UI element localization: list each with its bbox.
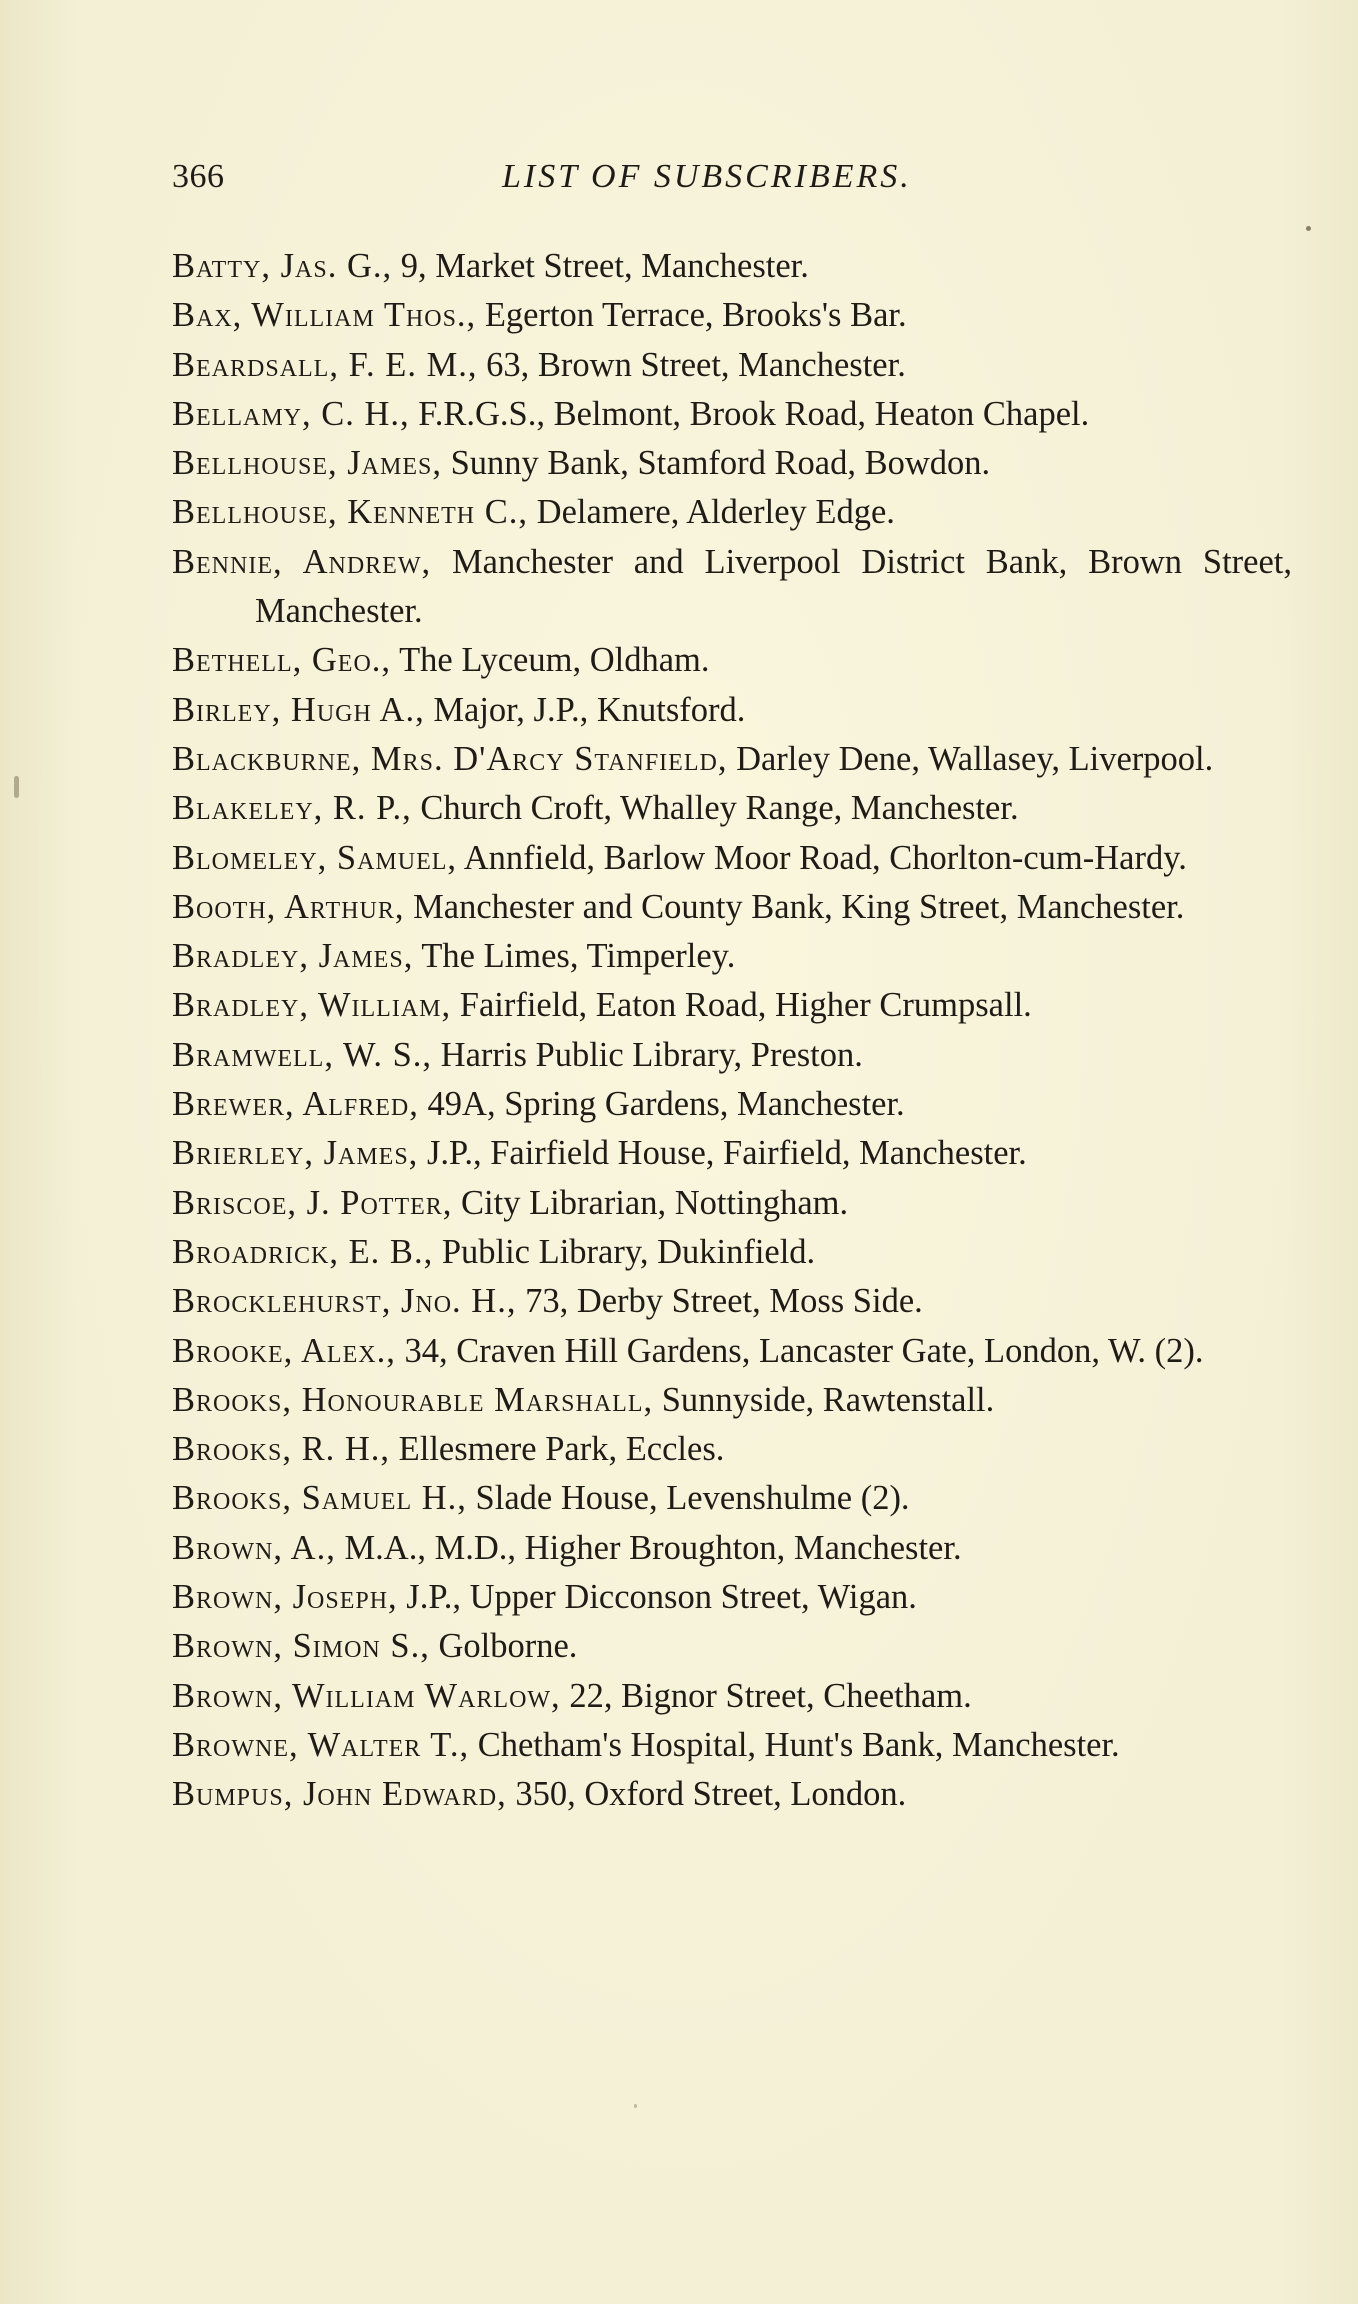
subscriber-details: 49A, Spring Gardens, Manchester. (418, 1085, 905, 1124)
subscriber-details: 22, Bignor Street, Cheetham. (560, 1676, 972, 1715)
subscriber-name: Blakeley, R. P., (172, 789, 412, 828)
subscriber-entry (172, 439, 1292, 488)
subscriber-details: 9, Market Street, Manchester. (392, 247, 809, 285)
subscriber-entry (172, 341, 1292, 390)
subscriber-name: Blackburne, Mrs. D'Arcy Stanfield, (172, 739, 728, 778)
subscriber-name: Brown, Simon S., (172, 1627, 430, 1666)
subscriber-entry (172, 932, 1292, 981)
page-number: 366 (172, 158, 225, 195)
subscriber-name: Browne, Walter T., (172, 1725, 470, 1764)
subscriber-entry (172, 1524, 1292, 1573)
subscriber-name: Brown, William Warlow, (172, 1676, 561, 1715)
subscriber-details: Public Library, Dukinfield. (433, 1232, 816, 1271)
subscriber-details: Darley Dene, Wallasey, Liverpool. (727, 739, 1214, 778)
subscriber-entry (172, 1031, 1292, 1080)
subscriber-details: Church Croft, Whalley Range, Manchester. (411, 789, 1019, 828)
subscriber-entry (172, 242, 1292, 291)
subscriber-details: 73, Derby Street, Moss Side. (516, 1282, 923, 1321)
subscriber-name: Booth, Arthur, (172, 887, 405, 926)
subscriber-name: Bradley, James, (172, 937, 414, 976)
subscriber-entry (172, 1770, 1292, 1819)
subscriber-details: Golborne. (429, 1627, 578, 1666)
subscriber-details: Manchester and Liverpool District Bank, Brown Street, Manchester. (255, 542, 1293, 631)
subscriber-entry (172, 686, 1292, 735)
subscriber-details: J.P., Upper Dicconson Street, Wigan. (397, 1578, 917, 1617)
subscriber-details: Slade House, Levenshulme (2). (466, 1479, 910, 1518)
paper-speck (1306, 226, 1311, 231)
subscriber-name: Beardsall, F. E. M., (172, 345, 478, 384)
subscriber-entry (172, 488, 1292, 537)
subscriber-name: Bellamy, C. H., (172, 394, 410, 433)
subscriber-entry (172, 1080, 1292, 1129)
subscriber-entry (172, 883, 1292, 932)
subscriber-entry (172, 538, 1292, 637)
subscriber-entry (172, 1425, 1292, 1474)
subscriber-name: Bellhouse, James, (172, 444, 442, 483)
paper-speck (14, 776, 19, 798)
subscriber-entry (172, 291, 1292, 340)
subscriber-details: Harris Public Library, Preston. (432, 1035, 863, 1074)
subscriber-entry (172, 1376, 1292, 1425)
subscriber-entry (172, 784, 1292, 833)
subscriber-entry (172, 1721, 1292, 1770)
subscriber-details: 34, Craven Hill Gardens, Lancaster Gate, London, W. (2). (395, 1331, 1204, 1370)
subscriber-entry (172, 1573, 1292, 1622)
subscriber-entry (172, 636, 1292, 685)
subscriber-name: Brooke, Alex., (172, 1331, 396, 1370)
subscriber-details: Delamere, Alderley Edge. (528, 493, 895, 532)
subscriber-entry (172, 834, 1292, 883)
subscriber-entry (172, 1672, 1292, 1721)
subscriber-details: Major, J.P., Knutsford. (424, 690, 746, 729)
subscriber-details: Annfield, Barlow Moor Road, Chorlton-cum-Hardy. (457, 838, 1187, 877)
page-header (172, 158, 1292, 208)
subscriber-name: Birley, Hugh A., (172, 690, 425, 729)
subscriber-name: Brooks, Samuel H., (172, 1479, 467, 1518)
subscriber-details: Ellesmere Park, Eccles. (390, 1430, 725, 1469)
subscriber-entry (172, 1327, 1292, 1376)
subscriber-entry (172, 1622, 1292, 1671)
subscriber-name: Bennie, Andrew, (172, 542, 432, 581)
subscriber-details: 63, Brown Street, Manchester. (477, 345, 906, 384)
subscriber-details: Chetham's Hospital, Hunt's Bank, Manchester. (469, 1725, 1120, 1764)
subscriber-name: Bax, William Thos., (172, 296, 477, 335)
subscriber-details: Sunnyside, Rawtenstall. (653, 1380, 995, 1419)
subscriber-name: Bumpus, John Edward, (172, 1775, 507, 1814)
subscriber-name: Brooks, R. H., (172, 1430, 391, 1469)
subscriber-name: Blomeley, Samuel, (172, 838, 458, 877)
subscriber-details: M.A., M.D., Higher Broughton, Manchester. (335, 1528, 962, 1567)
subscriber-details: 350, Oxford Street, London. (506, 1775, 907, 1814)
subscriber-name: Brown, Joseph, (172, 1578, 398, 1617)
subscriber-entry (172, 1179, 1292, 1228)
subscriber-name: Brown, A., (172, 1528, 336, 1567)
subscriber-details: Sunny Bank, Stamford Road, Bowdon. (441, 444, 991, 483)
subscriber-name: Brocklehurst, Jno. H., (172, 1282, 517, 1321)
subscriber-name: Bellhouse, Kenneth C., (172, 493, 529, 532)
subscriber-details: City Librarian, Nottingham. (452, 1183, 849, 1222)
subscriber-details: Fairfield, Eaton Road, Higher Crumpsall. (451, 986, 1032, 1025)
subscriber-name: Bradley, William, (172, 986, 452, 1025)
subscriber-name: Bramwell, W. S., (172, 1035, 433, 1074)
subscriber-name: Batty, Jas. G., (172, 247, 393, 285)
subscriber-details: The Limes, Timperley. (413, 937, 736, 976)
subscriber-details: F.R.G.S., Belmont, Brook Road, Heaton Chapel. (409, 394, 1090, 433)
subscriber-entry (172, 981, 1292, 1030)
subscriber-details: Manchester and County Bank, King Street, Manchester. (404, 887, 1185, 926)
paper-speck (634, 2104, 637, 2108)
subscriber-entry (172, 1474, 1292, 1523)
subscriber-entry (172, 390, 1292, 439)
subscriber-name: Bethell, Geo., (172, 641, 392, 680)
running-title: LIST OF SUBSCRIBERS. (502, 158, 912, 195)
subscriber-name: Brewer, Alfred, (172, 1085, 419, 1124)
subscriber-list (172, 242, 1292, 1820)
subscriber-name: Brierley, James, (172, 1134, 419, 1173)
subscriber-details: J.P., Fairfield House, Fairfield, Manchester. (418, 1134, 1027, 1173)
subscriber-entry (172, 1228, 1292, 1277)
subscriber-entry (172, 1277, 1292, 1326)
subscriber-entry (172, 735, 1292, 784)
subscriber-entry (172, 1129, 1292, 1178)
subscriber-name: Briscoe, J. Potter, (172, 1183, 453, 1222)
subscriber-name: Broadrick, E. B., (172, 1232, 434, 1271)
subscriber-name: Brooks, Honourable Marshall, (172, 1380, 654, 1419)
subscriber-details: The Lyceum, Oldham. (391, 641, 710, 680)
subscriber-details: Egerton Terrace, Brooks's Bar. (476, 296, 907, 335)
